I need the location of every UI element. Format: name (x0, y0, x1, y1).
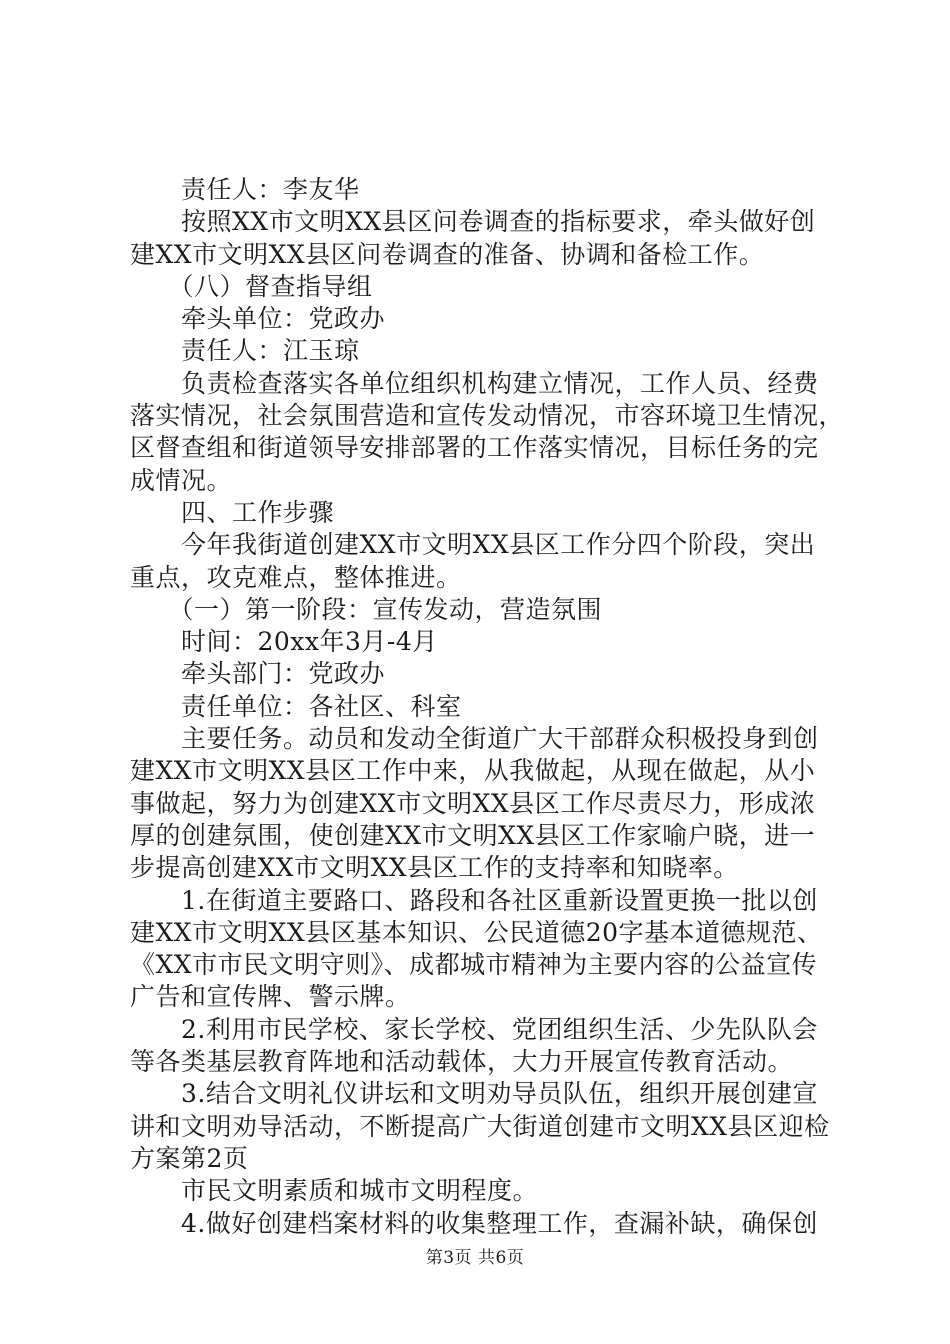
document-line: 讲和文明劝导活动，不断提高广大街道创建市文明XX县区迎检 (130, 1111, 830, 1141)
document-line: 3.结合文明礼仪讲坛和文明劝导员队伍，组织开展创建宣 (130, 1079, 818, 1109)
document-line: 牵头部门：党政办 (130, 659, 386, 689)
document-line: 《XX市市民文明守则》、成都城市精神为主要内容的公益宣传 (130, 950, 818, 980)
document-line: 2.利用市民学校、家长学校、党团组织生活、少先队队会 (130, 1014, 818, 1044)
document-line: 落实情况，社会氛围营造和宣传发动情况，市容环境卫生情况， (130, 401, 845, 431)
document-body (130, 174, 845, 1240)
document-line: 按照XX市文明XX县区问卷调查的指标要求，牵头做好创 (130, 207, 816, 237)
document-line: （八）督查指导组 (130, 271, 373, 301)
document-line: 负责检查落实各单位组织机构建立情况，工作人员、经费 (130, 368, 819, 398)
document-line: 成情况。 (130, 465, 233, 495)
document-line: 责任人：李友华 (130, 175, 360, 204)
document-line: 4.做好创建档案材料的收集整理工作，查漏补缺，确保创 (130, 1208, 818, 1238)
document-line: 区督查组和街道领导安排部署的工作落实情况，目标任务的完 (130, 433, 819, 463)
document-line: 责任人：江玉琼 (130, 336, 360, 366)
document-line: 今年我街道创建XX市文明XX县区工作分四个阶段，突出 (130, 530, 816, 560)
document-line: 责任单位：各社区、科室 (130, 691, 462, 721)
document-line: 厚的创建氛围，使创建XX市文明XX县区工作家喻户晓，进一 (130, 820, 816, 850)
document-line: 时间：20xx年3月-4月 (130, 627, 438, 657)
document-line: 重点，攻克难点，整体推进。 (130, 562, 462, 592)
document-line: 市民文明素质和城市文明程度。 (130, 1176, 539, 1206)
document-line: 1.在街道主要路口、路段和各社区重新设置更换一批以创 (130, 885, 818, 915)
document-line: 方案第2页 (130, 1143, 249, 1173)
document-line: 建XX市文明XX县区基本知识、公民道德20字基本道德规范、 (130, 917, 823, 947)
document-line: 建XX市文明XX县区工作中来，从我做起，从现在做起，从小 (130, 756, 816, 786)
document-line: 牵头单位：党政办 (130, 304, 386, 334)
document-line: 事做起，努力为创建XX市文明XX县区工作尽责尽力，形成浓 (130, 788, 816, 818)
document-line: 步提高创建XX市文明XX县区工作的支持率和知晓率。 (130, 853, 739, 883)
document-line: 广告和宣传牌、警示牌。 (130, 982, 411, 1012)
document-line: 建XX市文明XX县区问卷调查的准备、协调和备检工作。 (130, 239, 765, 269)
document-line: 主要任务。动员和发动全街道广大干部群众积极投身到创 (130, 724, 819, 754)
document-line: （一）第一阶段：宣传发动，营造氛围 (130, 594, 603, 624)
page-footer: 第3页 共6页 (425, 1248, 525, 1268)
document-line: 等各类基层教育阵地和活动载体，大力开展宣传教育活动。 (130, 1047, 794, 1077)
document-line: 四、工作步骤 (130, 497, 335, 527)
